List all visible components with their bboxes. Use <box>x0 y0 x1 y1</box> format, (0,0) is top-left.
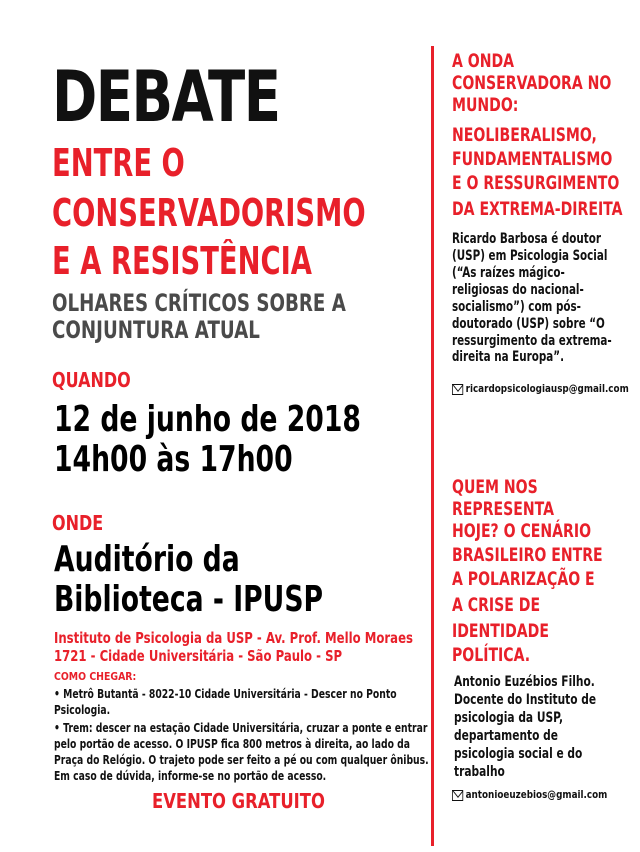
column-divider <box>431 46 434 846</box>
talk2-email[interactable] <box>452 788 607 801</box>
subtitle-line-1: ENTRE O <box>52 141 185 185</box>
venue-line-1: Auditório da <box>54 539 240 580</box>
envelope-icon <box>452 790 463 801</box>
talk1-bio-line: (“As raízes mágico- <box>452 265 565 281</box>
talk2-title-line: BRASILEIRO ENTRE <box>452 544 603 566</box>
talk2-email-text[interactable]: antonioeuzebios@gmail.com <box>465 788 608 801</box>
talk1-bio-line: doutorado (USP) sobre “O <box>452 316 605 332</box>
talk1-bio-line: direita na Europa”. <box>452 349 565 365</box>
talk1-bio-line: Ricardo Barbosa é doutor <box>452 231 601 247</box>
talk1-email-text[interactable]: ricardopsicologiausp@gmail.com <box>465 382 629 395</box>
envelope-icon <box>452 384 463 395</box>
talk2-bio-line: psicologia da USP, <box>454 710 564 726</box>
talk2-bio-line: psicologia social e do <box>454 746 583 762</box>
event-time: 14h00 às 17h00 <box>54 439 293 480</box>
talk2-title-line: REPRESENTA <box>452 498 555 520</box>
directions-line: Em caso de dúvida, informe-se no portão de acesso. <box>54 769 327 783</box>
talk2-bio-line: Antonio Euzébios Filho. <box>454 674 595 690</box>
free-event-banner: EVENTO GRATUITO <box>152 789 325 813</box>
talk1-title-line: DA EXTREMA-DIREITA <box>452 198 623 220</box>
talk2-title-line: A POLARIZAÇÃO E <box>452 568 595 590</box>
subtitle-line-2: CONSERVADORISMO <box>52 191 366 235</box>
talk1-email[interactable] <box>452 382 629 395</box>
address-line-2: 1721 - Cidade Universitária - São Paulo - SP <box>54 647 343 665</box>
talk2-bio-line: trabalho <box>454 764 505 780</box>
tagline-line-1: OLHARES CRÍTICOS SOBRE A <box>52 289 346 317</box>
talk1-bio-line: socialismo”) com pós- <box>452 299 581 315</box>
subtitle-line-3: E A RESISTÊNCIA <box>52 239 312 283</box>
event-date: 12 de junho de 2018 <box>54 399 361 440</box>
directions-line: Psicologia. <box>54 703 111 717</box>
directions-line: pelo portão de acesso. O IPUSP fica 800 metros à direita, ao lado da <box>54 737 410 751</box>
talk1-title-line: NEOLIBERALISMO, <box>452 124 597 146</box>
talk2-bio-line: Docente do Instituto de <box>454 692 597 708</box>
talk2-title-line: A CRISE DE <box>452 594 541 616</box>
talk1-title-line: E O RESSURGIMENTO <box>452 172 620 194</box>
address-line-1: Instituto de Psicologia da USP - Av. Prof. Mello Moraes <box>54 629 413 647</box>
where-label: ONDE <box>52 511 104 535</box>
directions-line: • Metrô Butantã - 8022-10 Cidade Universitária - Descer no Ponto <box>54 687 397 701</box>
tagline-line-2: CONJUNTURA ATUAL <box>52 316 260 344</box>
talk1-title-line: FUNDAMENTALISMO <box>452 148 613 170</box>
talk2-bio-line: departamento de <box>454 728 558 744</box>
talk1-title-line: CONSERVADORA NO <box>452 72 612 94</box>
talk2-title-line: POLÍTICA. <box>452 644 531 666</box>
directions-line: Praça do Relógio. O trajeto pode ser feito a pé ou com qualquer ônibus. <box>54 753 429 767</box>
talk2-title-line: QUEM NOS <box>452 476 538 498</box>
talk1-bio-line: ressurgimento da extrema- <box>452 333 612 349</box>
talk1-bio-line: religiosas do nacional- <box>452 282 584 298</box>
talk2-title-line: HOJE? O CENÁRIO <box>452 520 592 542</box>
talk1-bio-line: (USP) em Psicologia Social <box>452 248 608 264</box>
page-title: DEBATE <box>52 56 280 138</box>
talk1-title-line: MUNDO: <box>452 94 519 116</box>
when-label: QUANDO <box>52 368 131 392</box>
talk1-title-line: A ONDA <box>452 50 515 72</box>
how-to-get-label: COMO CHEGAR: <box>54 670 137 683</box>
directions-line: • Trem: descer na estação Cidade Universitária, cruzar a ponte e entrar <box>54 721 428 735</box>
talk2-title-line: IDENTIDADE <box>452 620 549 642</box>
venue-line-2: Biblioteca - IPUSP <box>54 579 324 620</box>
